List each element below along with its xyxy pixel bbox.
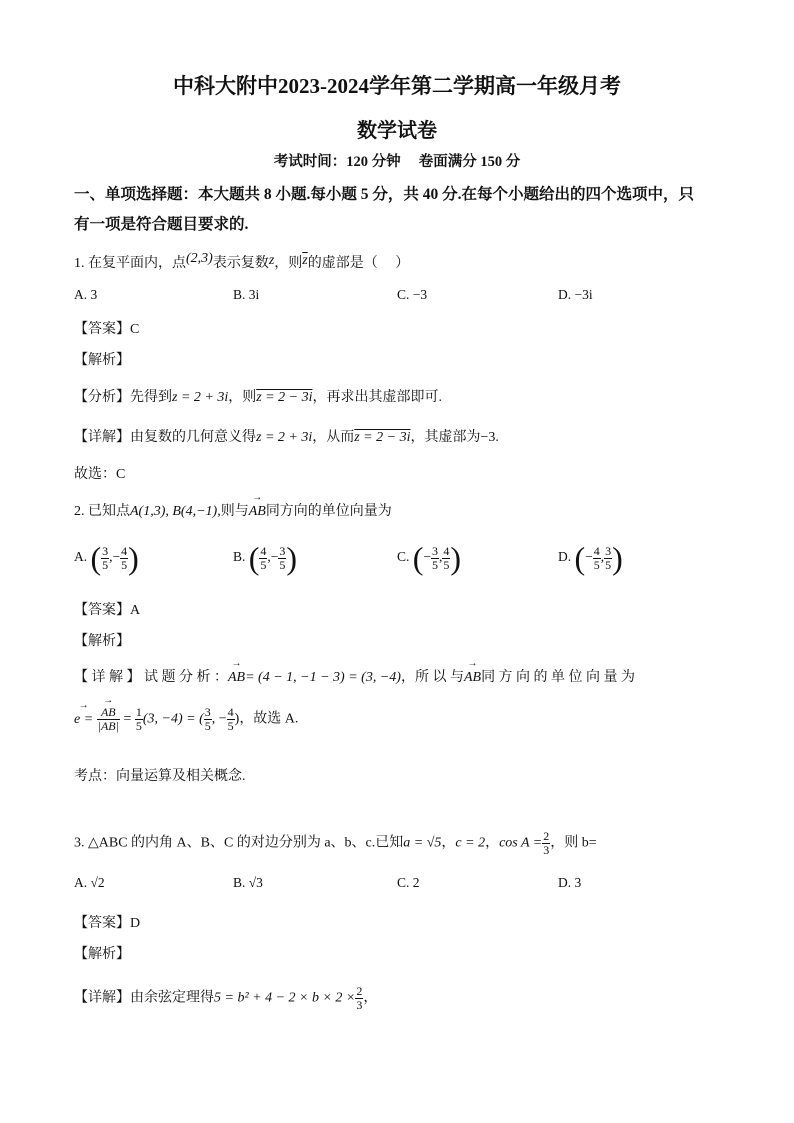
q2-line2-eq: = xyxy=(123,711,132,727)
q3-stem-text-a: 3. △ABC 的内角 A、B、C 的对边分别为 a、b、c.已知 xyxy=(74,835,404,851)
q3-detail-eq: 5 = b² + 4 − 2 × b × 2 × xyxy=(214,990,356,1006)
q2-line2-f1d: 5 xyxy=(135,719,142,733)
q3-option-c: C. 2 xyxy=(397,875,420,890)
q2-line2-comma: , − xyxy=(211,711,227,727)
q2-option-a-n2: 4 xyxy=(121,543,128,558)
q1-detail-text-b: ，从而 xyxy=(312,430,355,445)
q2-stem-text-b: ,则与 xyxy=(217,504,249,519)
q2-option-b-n2: 3 xyxy=(279,543,286,558)
q1-fenxi-text-a: 【分析】先得到 xyxy=(74,390,172,405)
exam-info: 考试时间：120 分钟 卷面满分 150 分 xyxy=(273,154,521,170)
q2-unit-frac-num: → AB xyxy=(97,706,120,720)
q1-stem-text-b: 表示复数 xyxy=(212,256,269,271)
q2-option-a-frac1 xyxy=(101,545,109,572)
q3-detail-tail: ， xyxy=(363,990,378,1006)
q3-answer: 【答案】D xyxy=(74,916,141,931)
q1-option-b: B. 3i xyxy=(233,287,260,302)
q1-fenxi-eq2: z = 2 − 3i xyxy=(256,390,313,405)
q1-fenxi xyxy=(74,386,442,406)
q2-option-d-rparen: ) xyxy=(612,540,623,576)
q2-option-b-n1: 4 xyxy=(260,543,267,558)
section-heading-line1: 一、单项选择题：本大题共 8 小题.每小题 5 分，共 40 分.在每个小题给出的四个选项中，只 xyxy=(74,186,695,203)
section-heading-line2: 有一项是符合题目要求的. xyxy=(74,216,249,233)
q2-option-d-n1: 4 xyxy=(593,543,600,558)
q3-analysis-label: 【解析】 xyxy=(74,947,130,962)
q2-option-d-lparen: ( xyxy=(574,540,586,576)
q2-option-d-sign1: − xyxy=(585,549,593,565)
q1-stem-text-a: 1. 在复平面内，点 xyxy=(74,256,186,271)
q2-line2-f3d: 5 xyxy=(227,719,234,733)
q2-option-b-frac1 xyxy=(259,545,267,572)
q2-line2-tail: ，故选 A. xyxy=(239,711,299,727)
q1-point: (2,3) xyxy=(186,251,213,266)
q1-option-a: A. 3 xyxy=(74,287,98,302)
q3-detail xyxy=(74,985,377,1012)
q2-line2-frac3 xyxy=(227,706,235,733)
q2-detail-vector: → AB xyxy=(228,670,245,686)
q1-zbar: $\overline{z}$ xyxy=(302,253,308,268)
q1-fenxi-text-c: ，再求出其虚部即可. xyxy=(312,390,442,405)
q3-eq-c: c = 2 xyxy=(455,835,486,851)
q1-answer: 【答案】C xyxy=(74,322,140,337)
q1-stem-text-d: 的虚部是（ ） xyxy=(307,256,410,271)
q3-option-a: A. √2 xyxy=(74,875,105,890)
q1-detail xyxy=(74,426,499,446)
q3-cos-frac-n: 2 xyxy=(543,829,550,843)
q3-cos: cos A = xyxy=(499,835,543,851)
q1-detail-eq1: z = 2 + 3i xyxy=(256,430,313,445)
q3-option-b: B. √3 xyxy=(233,875,263,890)
q2-option-b-lparen: ( xyxy=(248,540,260,576)
q2-option-d-d2: 5 xyxy=(605,557,612,572)
q2-option-a-lparen: ( xyxy=(90,540,102,576)
q2-option-c-n1: 3 xyxy=(432,543,439,558)
q1-fenxi-eq1: z = 2 + 3i xyxy=(172,390,229,405)
q1-option-c: C. −3 xyxy=(397,287,428,302)
q2-stem-text-a: 2. 已知点 xyxy=(74,504,130,519)
q1-stem xyxy=(74,252,409,272)
q2-option-a-frac2 xyxy=(120,545,128,572)
q2-option-b-d2: 5 xyxy=(279,557,286,572)
q2-line2-f3n: 4 xyxy=(227,705,234,719)
exam-title: 中科大附中2023-2024学年第二学期高一年级月考 xyxy=(173,74,621,98)
q3-stem-text-b: ， xyxy=(441,835,456,851)
q2-option-c-frac1 xyxy=(431,545,439,572)
q2-option-a-label: A. xyxy=(74,549,88,565)
q3-detail-text-a: 【详解】由余弦定理得 xyxy=(74,990,214,1006)
q2-detail-text-a: 【 详 解 】 试 题 分 析 ： xyxy=(74,670,228,685)
q2-detail-vector2: → AB xyxy=(464,670,481,686)
q2-option-b: B. ( $\frac{4}{5}$ ,− $\frac{3}{5}$ ) xyxy=(233,540,298,576)
q2-option-c-n2: 4 xyxy=(443,543,450,558)
q2-option-b-rparen: ) xyxy=(286,540,298,576)
q2-answer: 【答案】A xyxy=(74,603,141,618)
q3-stem-text-c: ， xyxy=(485,835,500,851)
q3-stem-text-d: ，则 b= xyxy=(550,835,597,851)
q2-option-a-rparen: ) xyxy=(128,540,139,576)
q2-option-a-d1: 5 xyxy=(102,557,109,572)
q2-option-b-d1: 5 xyxy=(260,557,267,572)
q2-option-a-sign2: − xyxy=(112,549,121,565)
q2-option-c-label: C. xyxy=(397,549,410,565)
q2-line2-f2d: 5 xyxy=(204,719,211,733)
q2-line2-frac1 xyxy=(135,706,143,733)
q2-option-a-d2: 5 xyxy=(121,557,128,572)
q2-option-c: C. (− $\frac{3}{5}$ , $\frac{4}{5}$ ) xyxy=(397,540,462,576)
q2-stem-text-c: 同方向的单位向量为 xyxy=(265,504,392,519)
q2-option-a-n1: 3 xyxy=(102,543,109,558)
q2-line2-f2n: 3 xyxy=(204,705,211,719)
q1-detail-text-c: ，其虚部为−3. xyxy=(410,430,499,445)
q2-line2-f1n: 1 xyxy=(135,705,142,719)
q2-option-b-sign2: − xyxy=(270,549,279,565)
q2-option-d-n2: 3 xyxy=(605,543,612,558)
q2-option-b-label: B. xyxy=(233,549,246,565)
q1-stem-text-c: ，则 xyxy=(274,256,303,271)
q2-option-c-d1: 5 xyxy=(432,557,439,572)
q2-detail-line2 xyxy=(74,706,298,733)
q2-option-c-sign1: − xyxy=(423,549,432,565)
q2-analysis-label: 【解析】 xyxy=(74,634,130,649)
q1-option-d: D. −3i xyxy=(558,287,593,302)
q2-line2-mid: (3, −4) = ( xyxy=(142,711,204,727)
q2-unit-vector-e: → e = xyxy=(74,712,93,728)
q2-points: A(1,3), B(4,−1) xyxy=(130,504,218,519)
q1-fenxi-text-b: ，则 xyxy=(228,390,257,405)
q1-detail-text-a: 【详解】由复数的几何意义得 xyxy=(74,430,256,445)
q2-option-c-d2: 5 xyxy=(443,557,450,572)
q3-option-d: D. 3 xyxy=(558,875,582,890)
q3-detail-frac-d: 3 xyxy=(356,998,363,1012)
q2-line2-frac2 xyxy=(204,706,212,733)
q2-stem xyxy=(74,500,392,520)
q2-detail-line1 xyxy=(74,666,635,686)
q2-option-d-d1: 5 xyxy=(593,557,600,572)
q2-unit-frac xyxy=(97,706,120,733)
q3-cos-frac-d: 3 xyxy=(543,843,550,857)
q2-line2-end: ) xyxy=(234,711,240,727)
q2-option-d-label: D. xyxy=(558,549,572,565)
q2-option-d-frac1 xyxy=(593,545,601,572)
q1-choice: 故选：C xyxy=(74,467,126,482)
q2-detail-text-c: 同 方 向 的 单 位 向 量 为 xyxy=(481,670,636,685)
q2-detail-eq: = (4 − 1, −1 − 3) = (3, −4) xyxy=(245,670,401,685)
q2-option-d: D. (− $\frac{4}{5}$ , $\frac{3}{5}$ ) xyxy=(558,540,623,576)
q2-detail-text-b: ，所 以 与 xyxy=(400,670,464,685)
q2-vector-ab: → AB xyxy=(249,504,266,520)
q1-analysis-label: 【解析】 xyxy=(74,353,130,368)
q2-option-d-frac2 xyxy=(604,545,612,572)
q2-option-a: A. ( $\frac{3}{5}$ ,− $\frac{4}{5}$ ) xyxy=(74,540,139,576)
q2-kaodian: 考点：向量运算及相关概念. xyxy=(74,769,246,784)
q2-option-c-lparen: ( xyxy=(412,540,424,576)
q2-option-c-rparen: ) xyxy=(450,540,462,576)
q3-eq-a: a = √5 xyxy=(403,835,442,851)
q2-unit-frac-den: |AB| xyxy=(97,719,119,733)
q3-detail-frac-n: 2 xyxy=(356,984,363,998)
q3-stem xyxy=(74,830,597,857)
q1-z: z xyxy=(268,253,275,268)
exam-subtitle: 数学试卷 xyxy=(357,120,437,142)
q1-detail-eq2: z = 2 − 3i xyxy=(354,430,411,445)
